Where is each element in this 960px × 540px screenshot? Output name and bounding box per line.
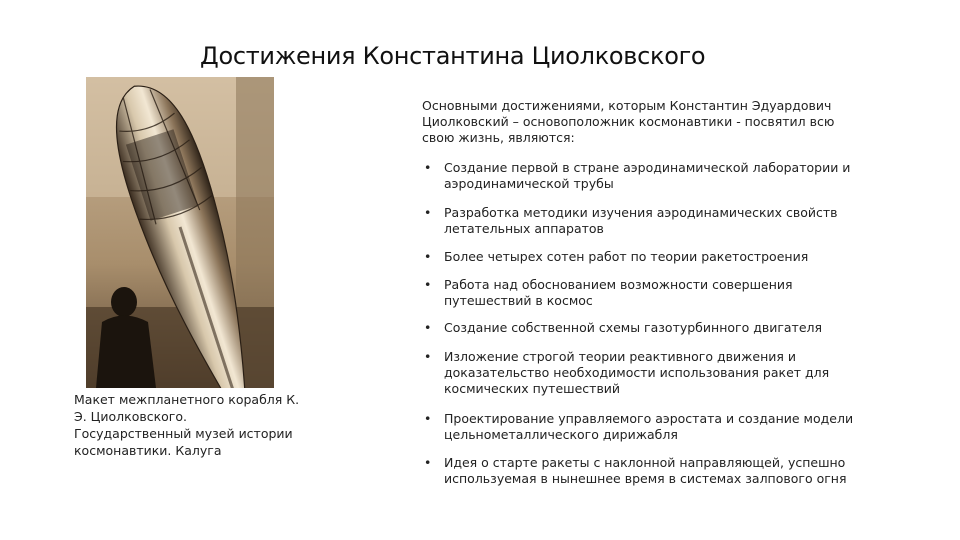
intro-line: свою жизнь, являются:	[422, 130, 575, 145]
bullet-dot-icon: •	[424, 249, 432, 264]
intro-paragraph	[422, 98, 862, 146]
bullet-dot-icon: •	[424, 277, 432, 292]
bullet-text: космических путешествий	[444, 381, 621, 396]
bullet-text: аэродинамической трубы	[444, 176, 614, 191]
bullet-text: Идея о старте ракеты с наклонной направляющей, успешно	[444, 455, 846, 470]
intro-line: Основными достижениями, которым Константин Эдуардович	[422, 98, 832, 113]
bullet-text: цельнометаллического дирижабля	[444, 427, 678, 442]
caption-line: Э. Циолковского.	[74, 409, 187, 424]
bullet-text: Изложение строгой теории реактивного движения и	[444, 349, 796, 364]
bullet-text: используемая в нынешнее время в системах залпового огня	[444, 471, 847, 486]
bullet-dot-icon: •	[424, 320, 432, 335]
bullet-text: Более четырех сотен работ по теории ракетостроения	[444, 249, 809, 264]
caption-line: Макет межпланетного корабля К.	[74, 392, 300, 407]
caption-line: космонавтики. Калуга	[74, 443, 222, 458]
bullet-dot-icon: •	[424, 205, 432, 220]
photo-caption	[74, 391, 324, 459]
caption-line: Государственный музей истории	[74, 426, 293, 441]
bullet-text: Создание первой в стране аэродинамической лаборатории и	[444, 160, 851, 175]
spaceship-model-photo	[86, 77, 274, 388]
bullet-dot-icon: •	[424, 411, 432, 426]
bullet-dot-icon: •	[424, 349, 432, 364]
intro-line: Циолковский – основоположник космонавтики - посвятил всю	[422, 114, 835, 129]
bullet-text: летательных аппаратов	[444, 221, 604, 236]
bullet-dot-icon: •	[424, 455, 432, 470]
bullet-text: Проектирование управляемого аэростата и создание модели	[444, 411, 854, 426]
bullet-text: путешествий в космос	[444, 293, 593, 308]
slide-title: Достижения Константина Циолковского	[200, 42, 706, 70]
bullet-text: Создание собственной схемы газотурбинного двигателя	[444, 320, 823, 335]
bullet-text: доказательство необходимости использования ракет для	[444, 365, 830, 380]
bullet-dot-icon: •	[424, 160, 432, 175]
bullet-text: Работа над обоснованием возможности совершения	[444, 277, 793, 292]
bullet-text: Разработка методики изучения аэродинамических свойств	[444, 205, 838, 220]
